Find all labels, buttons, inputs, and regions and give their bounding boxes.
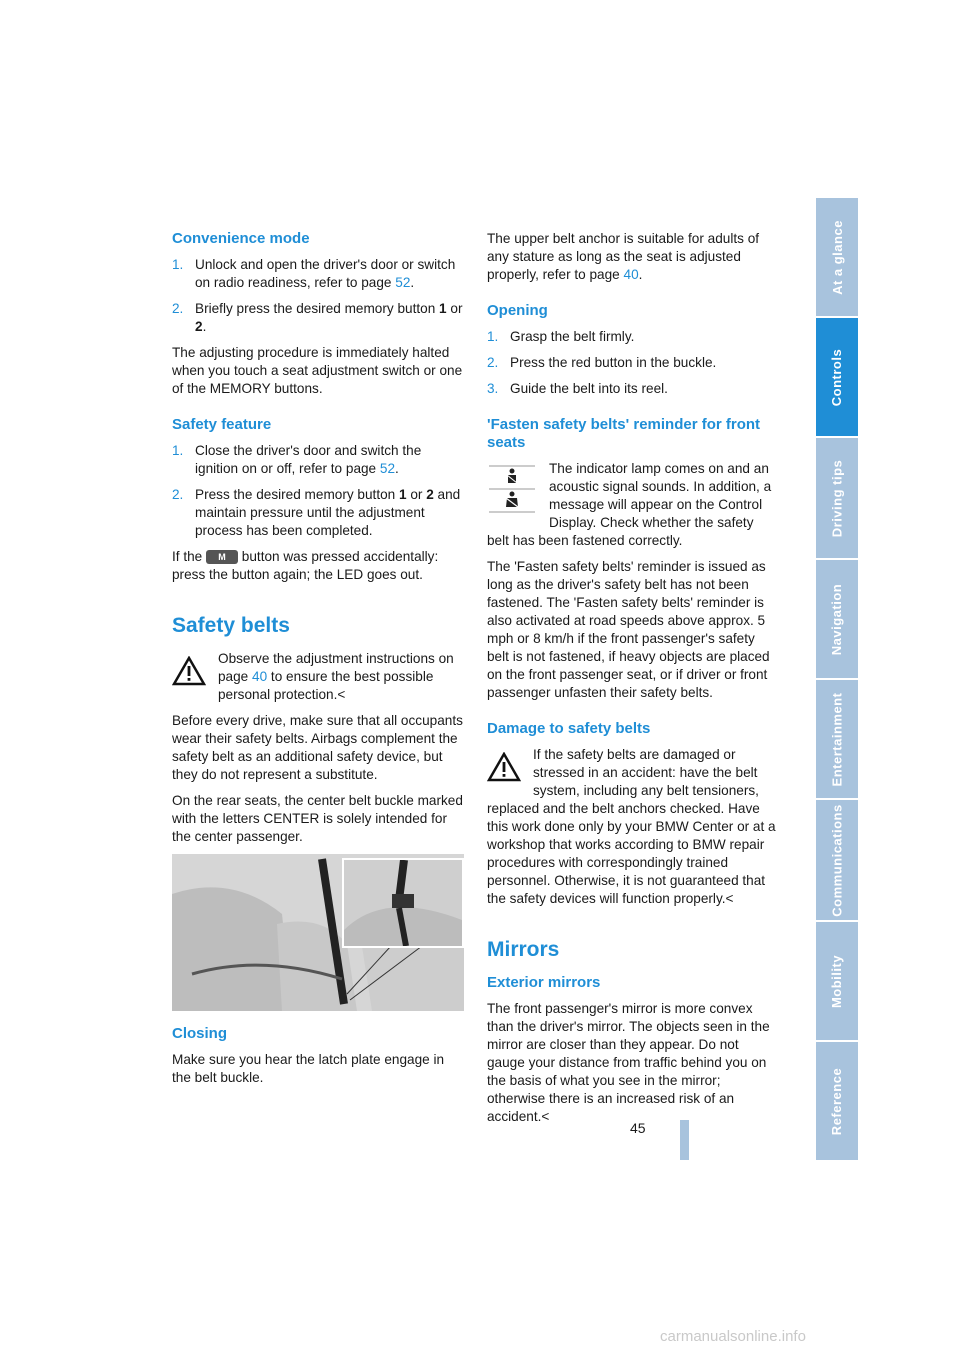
para-text-end: . [638, 267, 643, 282]
tab-reference[interactable] [816, 1040, 858, 1160]
tab-label: Navigation [829, 583, 845, 655]
page-link-52[interactable]: 52 [395, 275, 411, 290]
seat-belt-photo [172, 854, 464, 1011]
tab-label: Entertainment [829, 692, 845, 786]
end-marker: < [337, 687, 346, 702]
step-text-end: . [410, 275, 415, 290]
opening-step-3 [487, 380, 779, 398]
page-link-40[interactable]: 40 [623, 267, 639, 282]
tab-communications[interactable] [816, 798, 858, 920]
warning-text: If the safety belts are damaged or stressed in an accident: have the belt system, including any belt tensioners, replaced and the belt anchors checked. Have this work done only by your BMW Center or at a workshop that works according to BMW repair procedures with correspondingly trained personnel. Otherwise, it is not guaranteed that the safety devices will function properly. [487, 747, 776, 906]
tab-at-a-glance[interactable] [816, 198, 858, 316]
convenience-step-2 [172, 300, 464, 336]
convenience-paragraph: The adjusting procedure is immediately halted when you touch a seat adjustment switch or one of the MEMORY buttons. [172, 345, 463, 396]
step-text: Unlock and open the driver's door or switch on radio readiness, refer to page [195, 257, 456, 290]
step-text-or: or [406, 487, 427, 502]
end-marker: < [541, 1109, 550, 1124]
exterior-mirrors-heading: Exterior mirrors [487, 974, 601, 991]
step-text: Grasp the belt firmly. [510, 329, 635, 344]
step-number: 1. [487, 329, 499, 344]
buckle-detail-inset [342, 858, 464, 948]
page-number: 45 [630, 1120, 646, 1136]
convenience-mode-heading: Convenience mode [172, 230, 310, 247]
watermark: carmanualsonline.info [660, 1328, 806, 1345]
damage-warning [487, 746, 779, 908]
page-link-52[interactable]: 52 [379, 461, 396, 476]
memory-button-1-label: 1 [399, 487, 407, 502]
safety-belts-warning [172, 650, 464, 704]
tab-label: Mobility [829, 954, 845, 1008]
fasten-reminder-paragraph-1: The indicator lamp comes on and an acoustic signal sounds. In addition, a message will appear on the Control Display. Check whether the safety belt has been fastened correctly. [487, 461, 772, 548]
memory-button-2-label: 2 [195, 319, 203, 334]
step-number: 2. [487, 355, 499, 370]
tab-label: Reference [829, 1067, 845, 1135]
tab-label: Driving tips [829, 459, 845, 537]
tab-entertainment[interactable] [816, 678, 858, 798]
closing-paragraph: Make sure you hear the latch plate engage in the belt buckle. [172, 1052, 445, 1085]
para-text: button was pressed accidentally: press the button again; the LED goes out. [172, 549, 439, 582]
para-text: The front passenger's mirror is more convex than the driver's mirror. The objects seen in the mirror are closer than they appear. Do not gauge your distance from traffic behind you on the basis of what you see in the mirror; otherwise there is an increased risk of an accident. [487, 1001, 770, 1124]
tab-label: At a glance [829, 219, 845, 295]
para-text: The upper belt anchor is suitable for adults of any stature as long as the seat is adjusted properly, refer to page [487, 231, 760, 282]
convenience-step-1 [172, 256, 464, 292]
fasten-reminder-block [487, 460, 779, 550]
step-text: Close the driver's door and switch the ignition on or off, refer to page [195, 443, 422, 476]
memory-button-1-label: 1 [439, 301, 447, 316]
step-text-end: . [395, 461, 399, 476]
end-marker: < [725, 891, 734, 906]
step-text: Press the red button in the buckle. [510, 355, 717, 370]
seat-belt-indicator-icon [487, 462, 537, 516]
damage-heading: Damage to safety belts [487, 720, 651, 737]
left-column [172, 230, 464, 1095]
page-link-40[interactable]: 40 [252, 669, 268, 684]
right-column [487, 230, 779, 1134]
opening-step-2 [487, 354, 779, 372]
page-number-bar [680, 1120, 689, 1160]
tab-controls[interactable] [816, 316, 858, 436]
step-text: Press the desired memory button [195, 487, 399, 502]
opening-heading: Opening [487, 302, 548, 319]
warning-triangle-icon [487, 752, 521, 782]
fasten-reminder-heading: 'Fasten safety belts' reminder for front seats [487, 416, 761, 451]
warning-text: Observe the adjustment instructions on page [218, 651, 454, 684]
step-number: 1. [172, 443, 184, 458]
memory-m-button-icon: M [206, 550, 238, 564]
step-text-end: . [202, 319, 207, 334]
closing-heading: Closing [172, 1025, 227, 1042]
step-number: 2. [172, 301, 184, 316]
opening-step-1 [487, 328, 779, 346]
step-number: 3. [487, 381, 499, 396]
safety-step-1 [172, 442, 464, 478]
safety-belts-heading: Safety belts [172, 614, 290, 637]
tab-mobility[interactable] [816, 920, 858, 1040]
warning-text: to ensure the best possible personal protection. [218, 669, 434, 702]
chapter-sidebar [816, 198, 858, 1160]
step-text: Briefly press the desired memory button [195, 301, 440, 316]
mirrors-heading: Mirrors [487, 938, 560, 961]
tab-navigation[interactable] [816, 558, 858, 678]
para-text: If the [172, 549, 207, 564]
accidental-press-paragraph [172, 548, 464, 584]
exterior-mirrors-paragraph [487, 1000, 779, 1126]
tab-label: Controls [829, 348, 845, 406]
step-number: 1. [172, 257, 184, 272]
warning-triangle-icon [172, 656, 206, 686]
step-number: 2. [172, 487, 184, 502]
tab-driving-tips[interactable] [816, 436, 858, 558]
buckle-detail-illustration [344, 860, 462, 946]
belt-anchor-paragraph [487, 230, 779, 284]
safety-belts-paragraph-2: On the rear seats, the center belt buckle marked with the letters CENTER is solely intended for the center passenger. [172, 793, 463, 844]
tab-label: Communications [829, 803, 845, 917]
safety-belts-paragraph-1: Before every drive, make sure that all occupants wear their safety belts. Airbags complement the safety belt as an additional safety device, but they do not represent a substitute. [172, 713, 463, 782]
step-text: Guide the belt into its reel. [510, 381, 668, 396]
safety-step-2 [172, 486, 464, 540]
fasten-reminder-paragraph-2: The 'Fasten safety belts' reminder is issued as long as the driver's safety belt has not been fastened. The 'Fasten safety belts' reminder is also activated at road speeds above approx. 5 mph or 8 km/h if the front passenger's safety belt is not fastened, if heavy objects are placed on the front passenger seat, or if driver or front passenger unfasten their safety belts. [487, 559, 770, 700]
memory-button-2-label: 2 [426, 487, 434, 502]
step-text-end: and maintain pressure until the adjustment process has been completed. [195, 487, 461, 538]
step-text-or: or [446, 301, 463, 316]
safety-feature-heading: Safety feature [172, 416, 272, 433]
